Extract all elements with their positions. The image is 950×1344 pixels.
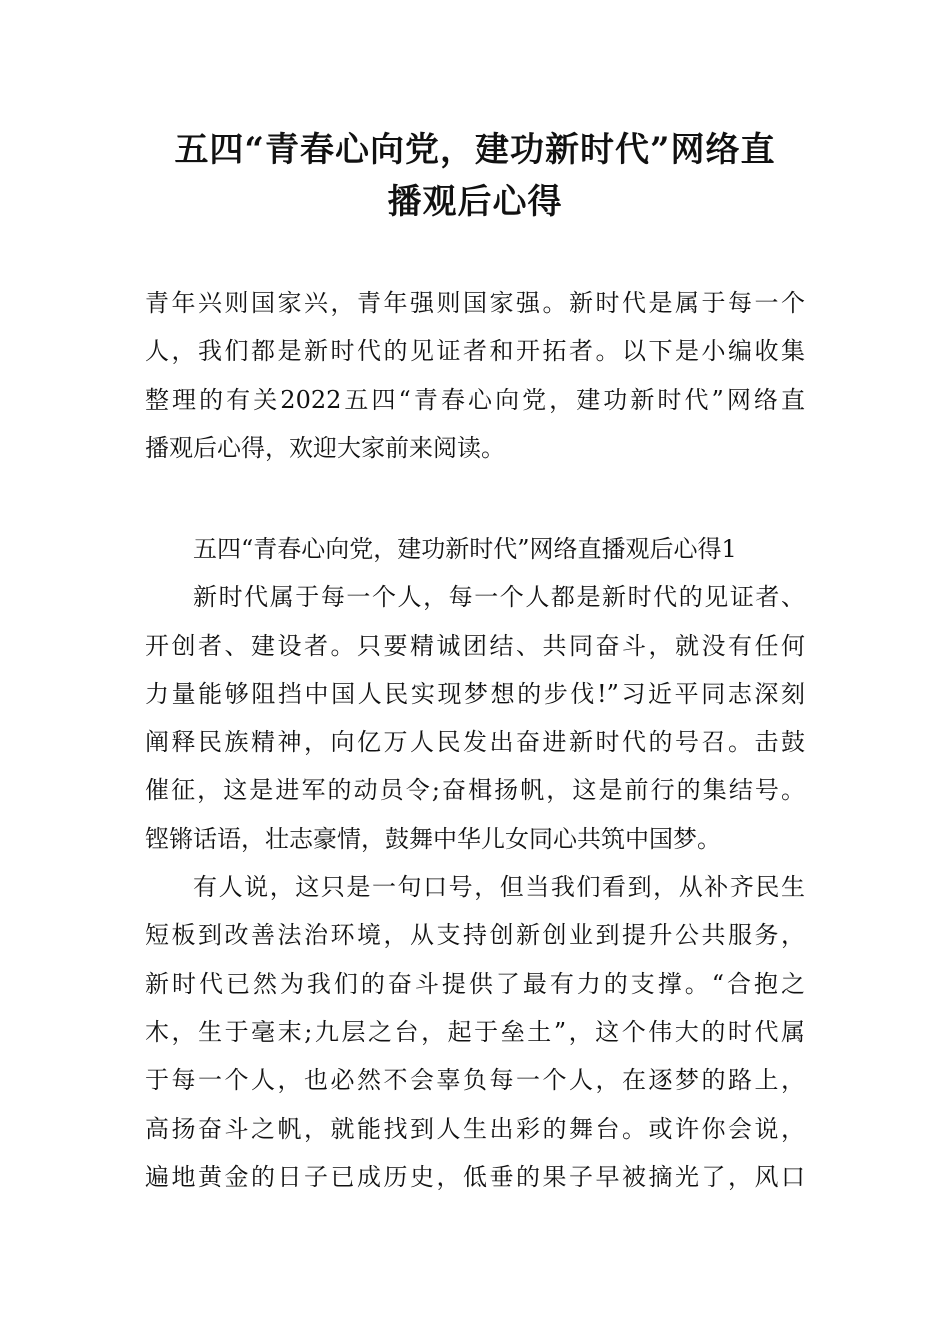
title-line-2: 播观后心得	[387, 182, 563, 222]
paragraph-1-line: 力量能够阻挡中国人民实现梦想的步伐!”习近平同志深刻	[145, 679, 805, 708]
intro-paragraph	[145, 279, 805, 472]
paragraph-2-line: 新时代已然为我们的奋斗提供了最有力的支撑。“合抱之	[145, 969, 805, 998]
intro-line: 整理的有关2022五四“青春心向党，建功新时代”网络直	[145, 385, 805, 414]
paragraph-2-line: 有人说，这只是一句口号，但当我们看到，从补齐民生	[193, 873, 805, 902]
paragraph-2-line: 高扬奋斗之帆，就能找到人生出彩的舞台。或许你会说，	[145, 1114, 805, 1143]
intro-line: 青年兴则国家兴，青年强则国家强。新时代是属于每一个	[145, 289, 805, 317]
section-heading: 五四“青春心向党，建功新时代”网络直播观后心得1	[193, 535, 737, 563]
paragraph-1-line: 新时代属于每一个人，每一个人都是新时代的见证者、	[193, 583, 805, 612]
paragraph-2-line: 木，生于毫末;九层之台，起于垒土”，这个伟大的时代属	[145, 1017, 805, 1046]
paragraph-1-line: 开创者、建设者。只要精诚团结、共同奋斗，就没有任何	[145, 631, 805, 660]
title-line-1: 五四“青春心向党，建功新时代”网络直	[174, 130, 776, 170]
paragraph-2-line: 短板到改善法治环境，从支持创新创业到提升公共服务，	[145, 921, 805, 950]
paragraph-1-line: 铿锵话语，壮志豪情，鼓舞中华儿女同心共筑中国梦。	[145, 824, 721, 853]
paragraph-2-line: 遍地黄金的日子已成历史，低垂的果子早被摘光了，风口	[145, 1162, 805, 1191]
paragraph-2-line: 于每一个人，也必然不会辜负每一个人，在逐梦的路上，	[145, 1066, 805, 1095]
document-title	[145, 124, 805, 228]
intro-line: 播观后心得，欢迎大家前来阅读。	[145, 433, 505, 462]
article-body	[145, 525, 805, 1201]
paragraph-1-line: 催征，这是进军的动员令;奋楫扬帆，这是前行的集结号。	[145, 776, 805, 805]
intro-line: 人，我们都是新时代的见证者和开拓者。以下是小编收集	[145, 337, 805, 366]
paragraph-1-line: 阐释民族精神，向亿万人民发出奋进新时代的号召。击鼓	[145, 728, 805, 757]
